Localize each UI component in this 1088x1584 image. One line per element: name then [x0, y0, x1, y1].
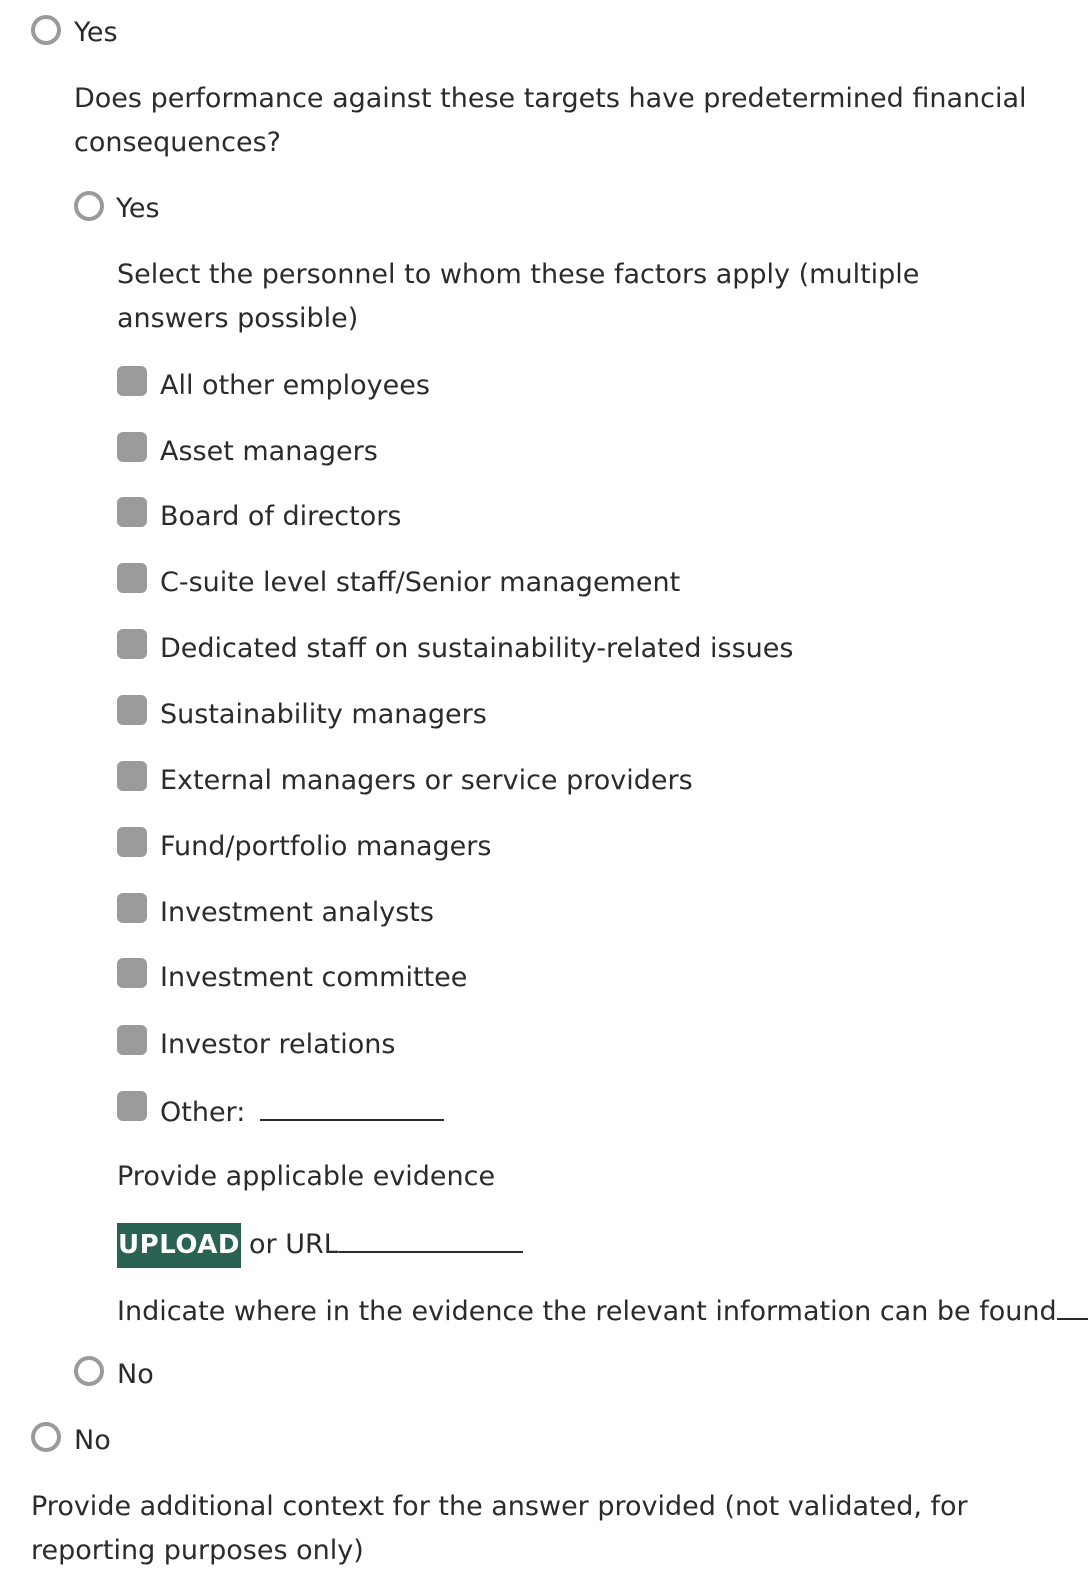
option-label: Other:	[160, 1097, 246, 1128]
option-label: Investment committee	[160, 962, 468, 993]
option-label: Dedicated staff on sustainability-related issues	[160, 633, 794, 664]
option-label: Sustainability managers	[160, 699, 487, 730]
option-label: Board of directors	[160, 501, 402, 532]
url-row	[249, 1221, 523, 1267]
financial-consequences-question: Does performance against these targets have predetermined financial consequences?	[74, 83, 1027, 158]
option-label: All other employees	[160, 370, 430, 401]
checkbox-investment-analysts[interactable]	[117, 893, 147, 923]
checkbox-c-suite[interactable]	[117, 563, 147, 593]
option-label: C-suite level staff/Senior management	[160, 567, 681, 598]
upload-button[interactable]: UPLOAD	[117, 1223, 241, 1268]
or-url-label: or URL	[249, 1229, 339, 1260]
url-field[interactable]	[339, 1221, 523, 1253]
other-text-field[interactable]	[260, 1089, 444, 1121]
radio-no-top[interactable]	[31, 1422, 61, 1452]
checkbox-fund-portfolio-managers[interactable]	[117, 827, 147, 857]
radio-yes-top[interactable]	[31, 15, 61, 45]
radio-no-top-label: No	[74, 1425, 111, 1456]
option-label: Fund/portfolio managers	[160, 831, 492, 862]
checkbox-dedicated-staff[interactable]	[117, 629, 147, 659]
option-label: Investor relations	[160, 1029, 396, 1060]
option-label: External managers or service providers	[160, 765, 693, 796]
evidence-location-row	[117, 1288, 1088, 1334]
radio-yes-financial[interactable]	[74, 191, 104, 221]
evidence-location-label: Indicate where in the evidence the relevant information can be found	[117, 1296, 1057, 1327]
checkbox-board-of-directors[interactable]	[117, 497, 147, 527]
radio-no-financial-label: No	[117, 1359, 154, 1390]
option-other	[160, 1089, 444, 1135]
checkbox-asset-managers[interactable]	[117, 432, 147, 462]
checkbox-external-managers[interactable]	[117, 761, 147, 791]
checkbox-other[interactable]	[117, 1091, 147, 1121]
radio-yes-top-label: Yes	[74, 17, 118, 48]
checkbox-sustainability-managers[interactable]	[117, 695, 147, 725]
evidence-label: Provide applicable evidence	[117, 1161, 496, 1192]
checkbox-all-other-employees[interactable]	[117, 366, 147, 396]
radio-no-financial[interactable]	[74, 1356, 104, 1386]
evidence-location-field[interactable]	[1057, 1288, 1088, 1320]
option-label: Investment analysts	[160, 897, 434, 928]
checkbox-investment-committee[interactable]	[117, 958, 147, 988]
radio-yes-financial-label: Yes	[116, 193, 160, 224]
checkbox-investor-relations[interactable]	[117, 1025, 147, 1055]
personnel-prompt: Select the personnel to whom these factors apply (multiple answers possible)	[117, 259, 920, 334]
option-label: Asset managers	[160, 436, 378, 467]
additional-context-label: Provide additional context for the answer provided (not validated, for reporting purposes only)	[31, 1491, 968, 1566]
